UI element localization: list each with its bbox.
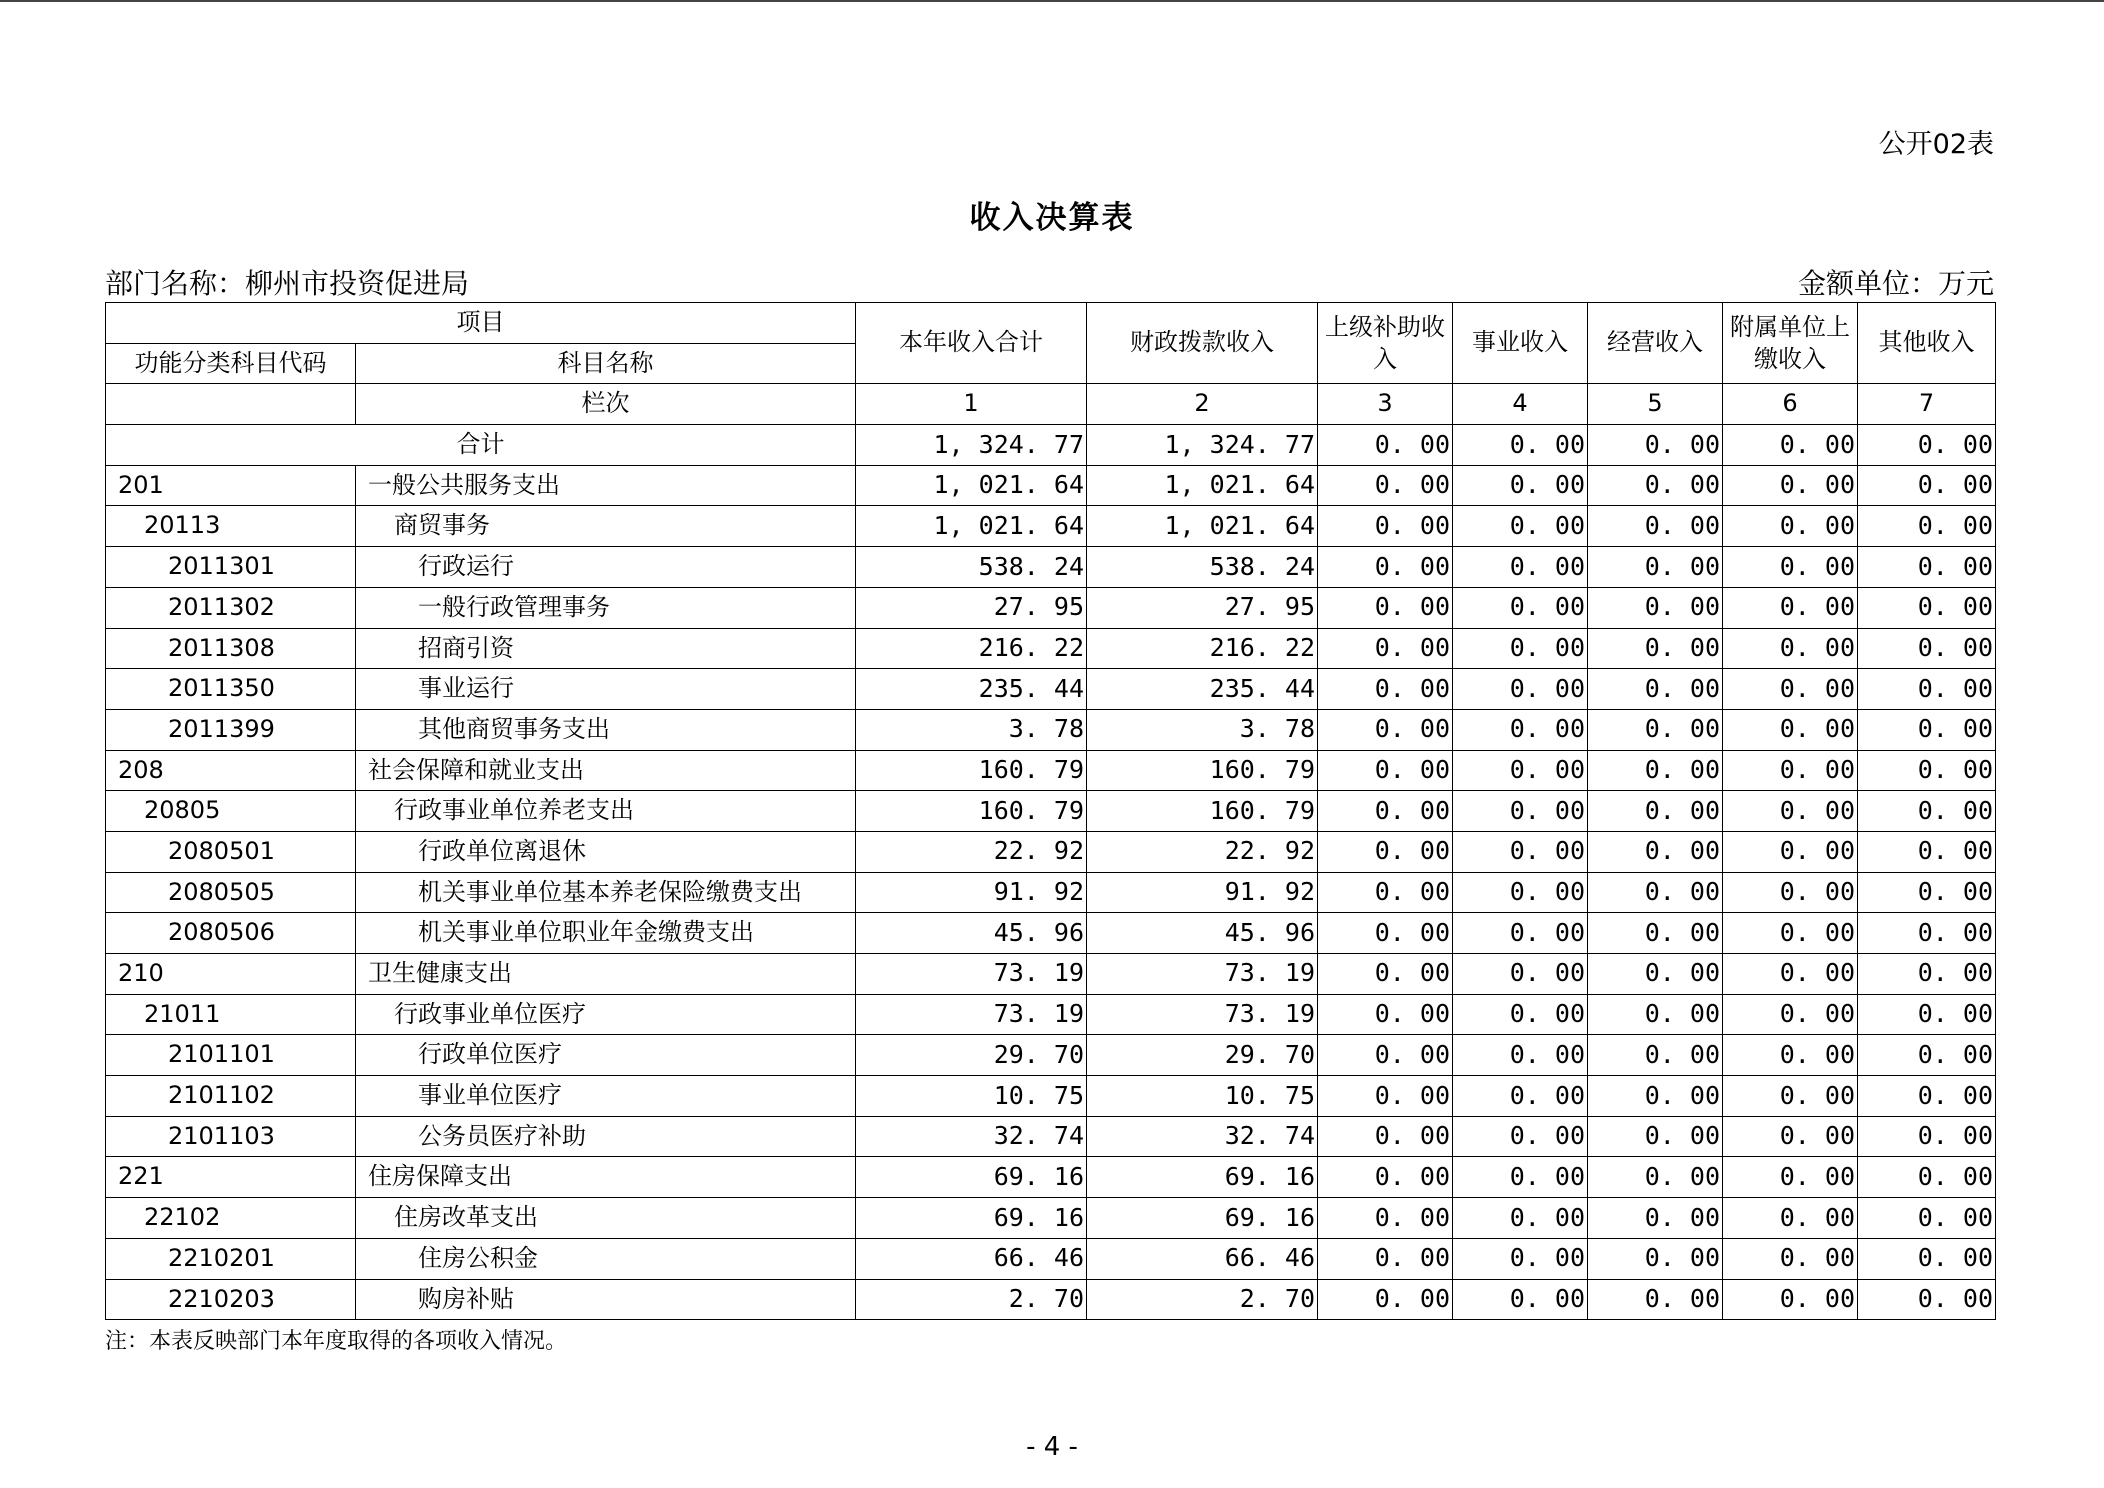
amount-cell: 73. 19 (1087, 954, 1318, 995)
amount-cell: 0. 00 (1318, 465, 1453, 506)
subject-code: 2210201 (106, 1238, 356, 1279)
amount-cell: 0. 00 (1858, 872, 1996, 913)
subject-code: 2080501 (106, 831, 356, 872)
amount-cell: 69. 16 (1087, 1198, 1318, 1239)
subject-name: 购房补贴 (356, 1279, 856, 1320)
footnote: 注：本表反映部门本年度取得的各项收入情况。 (105, 1329, 568, 1354)
amount-cell: 0. 00 (1453, 587, 1588, 628)
amount-cell: 0. 00 (1453, 1035, 1588, 1076)
amount-cell: 0. 00 (1858, 587, 1996, 628)
amount-cell: 0. 00 (1858, 669, 1996, 710)
amount-cell: 0. 00 (1318, 1279, 1453, 1320)
amount-cell: 0. 00 (1858, 1279, 1996, 1320)
amount-cell: 0. 00 (1453, 1238, 1588, 1279)
index-label: 栏次 (356, 384, 856, 425)
amount-cell: 0. 00 (1723, 994, 1858, 1035)
amount-cell: 0. 00 (1588, 1238, 1723, 1279)
subject-name: 行政事业单位养老支出 (356, 791, 856, 832)
index-row (106, 384, 1996, 425)
form-number: 公开02表 (1878, 129, 1994, 160)
amount-cell: 0. 00 (1723, 913, 1858, 954)
subject-name: 行政运行 (356, 547, 856, 588)
amount-cell: 0. 00 (1858, 1035, 1996, 1076)
amount-cell: 0. 00 (1318, 1035, 1453, 1076)
subject-code: 2080505 (106, 872, 356, 913)
amount-cell: 0. 00 (1588, 1198, 1723, 1239)
index-cell: 3 (1318, 384, 1453, 425)
amount-cell: 0. 00 (1588, 1157, 1723, 1198)
subject-name: 一般公共服务支出 (356, 465, 856, 506)
amount-cell: 0. 00 (1588, 791, 1723, 832)
amount-cell: 0. 00 (1723, 1198, 1858, 1239)
amount-cell: 0. 00 (1453, 872, 1588, 913)
table-row (106, 587, 1996, 628)
amount-cell: 0. 00 (1858, 994, 1996, 1035)
header-row-1 (106, 303, 1996, 344)
amount-cell: 1, 021. 64 (1087, 465, 1318, 506)
amount-cell: 0. 00 (1453, 954, 1588, 995)
amount-cell: 0. 00 (1858, 750, 1996, 791)
amount-cell: 0. 00 (1858, 1076, 1996, 1117)
amount-cell: 3. 78 (1087, 709, 1318, 750)
table-row (106, 1035, 1996, 1076)
subject-code: 20113 (106, 506, 356, 547)
amount-cell: 0. 00 (1453, 750, 1588, 791)
amount-cell: 91. 92 (1087, 872, 1318, 913)
table-row (106, 872, 1996, 913)
amount-cell: 0. 00 (1318, 547, 1453, 588)
amount-cell: 0. 00 (1453, 831, 1588, 872)
amount-cell: 0. 00 (1588, 709, 1723, 750)
amount-cell: 0. 00 (1453, 628, 1588, 669)
subject-name: 招商引资 (356, 628, 856, 669)
table-row (106, 750, 1996, 791)
amount-cell: 0. 00 (1588, 587, 1723, 628)
amount-cell: 0. 00 (1858, 1238, 1996, 1279)
amount-cell: 0. 00 (1588, 913, 1723, 954)
total-value: 1, 324. 77 (1087, 425, 1318, 466)
amount-cell: 538. 24 (856, 547, 1087, 588)
amount-cell: 69. 16 (1087, 1157, 1318, 1198)
amount-cell: 0. 00 (1858, 791, 1996, 832)
amount-cell: 160. 79 (1087, 791, 1318, 832)
amount-cell: 0. 00 (1858, 465, 1996, 506)
subject-code: 210 (106, 954, 356, 995)
amount-cell: 538. 24 (1087, 547, 1318, 588)
header-total: 本年收入合计 (856, 303, 1087, 384)
amount-cell: 2. 70 (856, 1279, 1087, 1320)
table-row (106, 994, 1996, 1035)
amount-cell: 0. 00 (1723, 872, 1858, 913)
amount-cell: 0. 00 (1723, 791, 1858, 832)
page-number: - 4 - (1026, 1432, 1078, 1462)
amount-cell: 0. 00 (1588, 1116, 1723, 1157)
amount-cell: 22. 92 (856, 831, 1087, 872)
subject-code: 2011399 (106, 709, 356, 750)
amount-cell: 0. 00 (1588, 872, 1723, 913)
amount-cell: 0. 00 (1723, 1157, 1858, 1198)
header-business: 事业收入 (1453, 303, 1588, 384)
amount-cell: 0. 00 (1723, 1035, 1858, 1076)
amount-cell: 0. 00 (1318, 750, 1453, 791)
amount-cell: 0. 00 (1858, 954, 1996, 995)
subject-code: 22102 (106, 1198, 356, 1239)
subject-name: 公务员医疗补助 (356, 1116, 856, 1157)
amount-cell: 0. 00 (1723, 547, 1858, 588)
header-fiscal: 财政拨款收入 (1087, 303, 1318, 384)
amount-cell: 235. 44 (856, 669, 1087, 710)
amount-cell: 0. 00 (1318, 831, 1453, 872)
amount-cell: 216. 22 (856, 628, 1087, 669)
amount-cell: 22. 92 (1087, 831, 1318, 872)
amount-cell: 0. 00 (1453, 547, 1588, 588)
amount-cell: 0. 00 (1723, 831, 1858, 872)
table-row (106, 831, 1996, 872)
subject-code: 221 (106, 1157, 356, 1198)
amount-cell: 2. 70 (1087, 1279, 1318, 1320)
subject-name: 行政单位医疗 (356, 1035, 856, 1076)
subject-code: 2011302 (106, 587, 356, 628)
amount-cell: 27. 95 (856, 587, 1087, 628)
amount-cell: 0. 00 (1453, 1198, 1588, 1239)
amount-cell: 0. 00 (1318, 791, 1453, 832)
total-value: 1, 324. 77 (856, 425, 1087, 466)
amount-cell: 0. 00 (1588, 954, 1723, 995)
amount-cell: 45. 96 (1087, 913, 1318, 954)
table-row (106, 1076, 1996, 1117)
amount-cell: 0. 00 (1858, 1116, 1996, 1157)
income-table (105, 302, 1996, 1320)
amount-cell: 0. 00 (1723, 709, 1858, 750)
amount-cell: 0. 00 (1453, 506, 1588, 547)
subject-code: 201 (106, 465, 356, 506)
amount-cell: 0. 00 (1588, 750, 1723, 791)
table-row (106, 1279, 1996, 1320)
amount-cell: 0. 00 (1723, 587, 1858, 628)
amount-cell: 235. 44 (1087, 669, 1318, 710)
amount-cell: 0. 00 (1588, 831, 1723, 872)
table-row (106, 913, 1996, 954)
total-value: 0. 00 (1723, 425, 1858, 466)
amount-cell: 69. 16 (856, 1157, 1087, 1198)
department-name: 部门名称：柳州市投资促进局 (105, 267, 470, 300)
total-value: 0. 00 (1858, 425, 1996, 466)
header-project: 项目 (106, 303, 856, 344)
amount-cell: 0. 00 (1723, 1116, 1858, 1157)
amount-cell: 0. 00 (1318, 1198, 1453, 1239)
subject-name: 其他商贸事务支出 (356, 709, 856, 750)
subject-name: 商贸事务 (356, 506, 856, 547)
subject-code: 21011 (106, 994, 356, 1035)
total-label: 合计 (106, 425, 856, 466)
amount-cell: 0. 00 (1453, 913, 1588, 954)
subject-code: 20805 (106, 791, 356, 832)
amount-unit: 金额单位：万元 (1797, 267, 1994, 300)
amount-cell: 0. 00 (1723, 628, 1858, 669)
subject-code: 2101102 (106, 1076, 356, 1117)
subject-code: 2080506 (106, 913, 356, 954)
amount-cell: 0. 00 (1318, 1238, 1453, 1279)
amount-cell: 0. 00 (1318, 994, 1453, 1035)
amount-cell: 10. 75 (1087, 1076, 1318, 1117)
amount-cell: 27. 95 (1087, 587, 1318, 628)
amount-cell: 0. 00 (1858, 1198, 1996, 1239)
amount-cell: 0. 00 (1858, 547, 1996, 588)
table-row (106, 506, 1996, 547)
amount-cell: 73. 19 (856, 954, 1087, 995)
header-code: 功能分类科目代码 (106, 343, 356, 384)
amount-cell: 73. 19 (1087, 994, 1318, 1035)
amount-cell: 0. 00 (1453, 1076, 1588, 1117)
header-affiliated: 附属单位上缴收入 (1723, 303, 1858, 384)
table-row (106, 628, 1996, 669)
amount-cell: 0. 00 (1858, 913, 1996, 954)
amount-cell: 0. 00 (1318, 669, 1453, 710)
amount-cell: 0. 00 (1318, 506, 1453, 547)
amount-cell: 0. 00 (1453, 465, 1588, 506)
table-row (106, 669, 1996, 710)
subject-name: 机关事业单位基本养老保险缴费支出 (356, 872, 856, 913)
amount-cell: 0. 00 (1723, 669, 1858, 710)
amount-cell: 160. 79 (1087, 750, 1318, 791)
subject-code: 2011350 (106, 669, 356, 710)
amount-cell: 0. 00 (1723, 1238, 1858, 1279)
total-row (106, 425, 1996, 466)
index-cell: 6 (1723, 384, 1858, 425)
amount-cell: 3. 78 (856, 709, 1087, 750)
amount-cell: 160. 79 (856, 750, 1087, 791)
amount-cell: 29. 70 (856, 1035, 1087, 1076)
amount-cell: 0. 00 (1453, 1116, 1588, 1157)
header-name: 科目名称 (356, 343, 856, 384)
amount-cell: 0. 00 (1318, 709, 1453, 750)
subject-code: 2210203 (106, 1279, 356, 1320)
table-row (106, 791, 1996, 832)
subject-name: 机关事业单位职业年金缴费支出 (356, 913, 856, 954)
amount-cell: 0. 00 (1723, 465, 1858, 506)
amount-cell: 0. 00 (1858, 831, 1996, 872)
amount-cell: 73. 19 (856, 994, 1087, 1035)
amount-cell: 0. 00 (1318, 913, 1453, 954)
table-row (106, 547, 1996, 588)
total-value: 0. 00 (1318, 425, 1453, 466)
amount-cell: 0. 00 (1588, 1076, 1723, 1117)
table-row (106, 1116, 1996, 1157)
header-superior: 上级补助收入 (1318, 303, 1453, 384)
table-row (106, 1198, 1996, 1239)
amount-cell: 10. 75 (856, 1076, 1087, 1117)
table-row (106, 465, 1996, 506)
amount-cell: 66. 46 (856, 1238, 1087, 1279)
amount-cell: 0. 00 (1318, 628, 1453, 669)
total-value: 0. 00 (1588, 425, 1723, 466)
amount-cell: 69. 16 (856, 1198, 1087, 1239)
amount-cell: 0. 00 (1723, 506, 1858, 547)
subject-name: 住房公积金 (356, 1238, 856, 1279)
amount-cell: 0. 00 (1588, 506, 1723, 547)
amount-cell: 29. 70 (1087, 1035, 1318, 1076)
subject-name: 事业单位医疗 (356, 1076, 856, 1117)
amount-cell: 32. 74 (1087, 1116, 1318, 1157)
header-operating: 经营收入 (1588, 303, 1723, 384)
subject-name: 住房改革支出 (356, 1198, 856, 1239)
amount-cell: 0. 00 (1318, 1116, 1453, 1157)
index-cell: 1 (856, 384, 1087, 425)
page-title: 收入决算表 (969, 200, 1135, 236)
subject-code: 208 (106, 750, 356, 791)
amount-cell: 0. 00 (1318, 587, 1453, 628)
index-cell: 2 (1087, 384, 1318, 425)
amount-cell: 0. 00 (1858, 628, 1996, 669)
amount-cell: 45. 96 (856, 913, 1087, 954)
subject-code: 2011301 (106, 547, 356, 588)
amount-cell: 0. 00 (1723, 750, 1858, 791)
amount-cell: 0. 00 (1453, 791, 1588, 832)
amount-cell: 0. 00 (1453, 669, 1588, 710)
amount-cell: 0. 00 (1858, 1157, 1996, 1198)
subject-name: 行政单位离退休 (356, 831, 856, 872)
amount-cell: 0. 00 (1588, 1279, 1723, 1320)
subject-name: 一般行政管理事务 (356, 587, 856, 628)
index-blank (106, 384, 356, 425)
subject-name: 住房保障支出 (356, 1157, 856, 1198)
amount-cell: 1, 021. 64 (856, 506, 1087, 547)
index-cell: 5 (1588, 384, 1723, 425)
amount-cell: 0. 00 (1318, 1157, 1453, 1198)
amount-cell: 0. 00 (1588, 547, 1723, 588)
amount-cell: 0. 00 (1723, 954, 1858, 995)
amount-cell: 0. 00 (1453, 709, 1588, 750)
amount-cell: 0. 00 (1588, 465, 1723, 506)
amount-cell: 0. 00 (1858, 506, 1996, 547)
subject-name: 事业运行 (356, 669, 856, 710)
subject-name: 卫生健康支出 (356, 954, 856, 995)
amount-cell: 0. 00 (1588, 994, 1723, 1035)
amount-cell: 160. 79 (856, 791, 1087, 832)
subject-name: 社会保障和就业支出 (356, 750, 856, 791)
amount-cell: 1, 021. 64 (1087, 506, 1318, 547)
amount-cell: 0. 00 (1588, 628, 1723, 669)
amount-cell: 1, 021. 64 (856, 465, 1087, 506)
subject-code: 2101103 (106, 1116, 356, 1157)
subject-code: 2011308 (106, 628, 356, 669)
amount-cell: 0. 00 (1318, 1076, 1453, 1117)
total-value: 0. 00 (1453, 425, 1588, 466)
amount-cell: 0. 00 (1453, 1157, 1588, 1198)
amount-cell: 216. 22 (1087, 628, 1318, 669)
amount-cell: 0. 00 (1453, 994, 1588, 1035)
index-cell: 7 (1858, 384, 1996, 425)
amount-cell: 32. 74 (856, 1116, 1087, 1157)
table-row (106, 1157, 1996, 1198)
amount-cell: 0. 00 (1723, 1076, 1858, 1117)
amount-cell: 0. 00 (1588, 1035, 1723, 1076)
amount-cell: 91. 92 (856, 872, 1087, 913)
table-row (106, 954, 1996, 995)
amount-cell: 66. 46 (1087, 1238, 1318, 1279)
amount-cell: 0. 00 (1453, 1279, 1588, 1320)
subject-name: 行政事业单位医疗 (356, 994, 856, 1035)
amount-cell: 0. 00 (1858, 709, 1996, 750)
table-row (106, 709, 1996, 750)
amount-cell: 0. 00 (1588, 669, 1723, 710)
table-row (106, 1238, 1996, 1279)
header-other: 其他收入 (1858, 303, 1996, 384)
amount-cell: 0. 00 (1723, 1279, 1858, 1320)
amount-cell: 0. 00 (1318, 872, 1453, 913)
index-cell: 4 (1453, 384, 1588, 425)
subject-code: 2101101 (106, 1035, 356, 1076)
top-rule (0, 0, 2104, 2)
amount-cell: 0. 00 (1318, 954, 1453, 995)
